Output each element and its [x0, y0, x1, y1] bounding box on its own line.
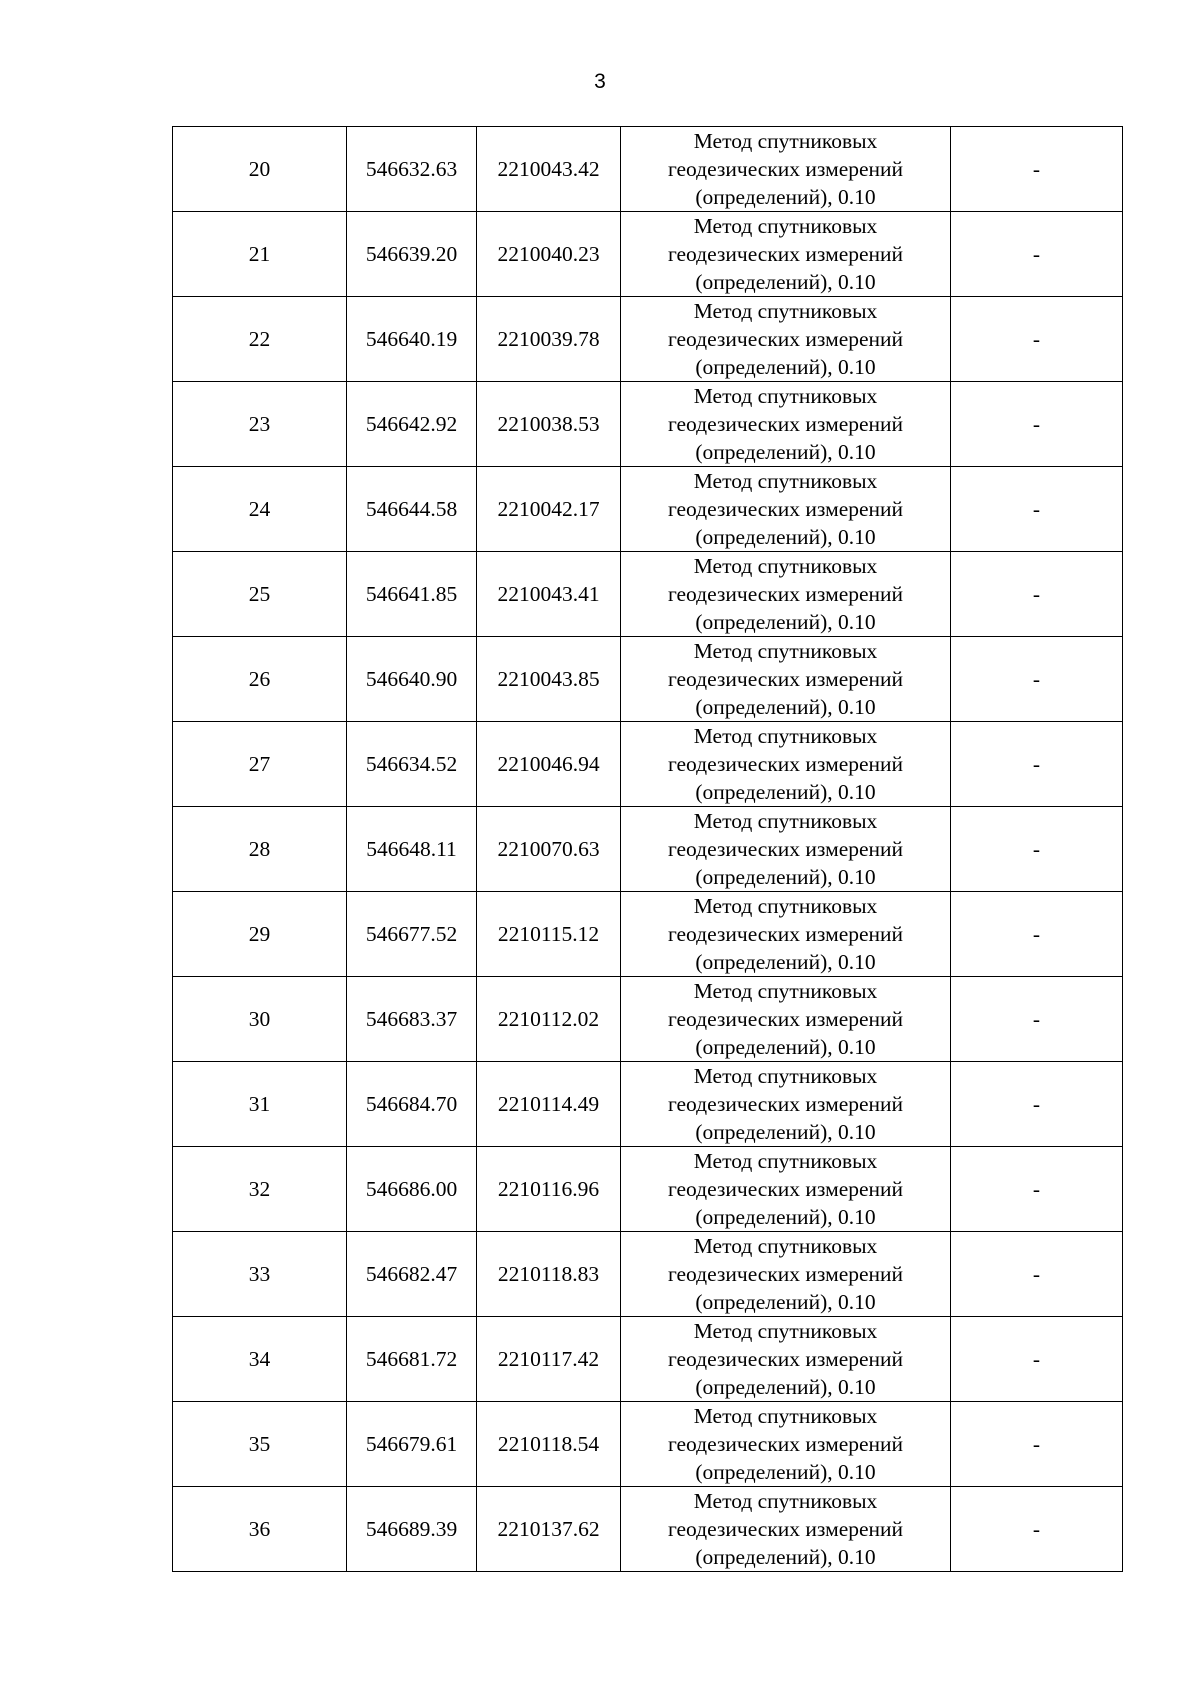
method-text-line: (определений), 0.10: [695, 1205, 876, 1229]
y-coordinate-cell: 2210043.85: [477, 637, 621, 722]
point-number-cell: 33: [173, 1232, 347, 1317]
method-cell: [621, 722, 951, 807]
method-text-line: Метод спутниковых: [693, 299, 878, 323]
method-cell: [621, 127, 951, 212]
page-number: 3: [594, 70, 606, 93]
method-text-line: Метод спутниковых: [693, 384, 878, 408]
y-coordinate-cell: 2210112.02: [477, 977, 621, 1062]
y-coordinate-cell: 2210043.42: [477, 127, 621, 212]
y-coordinate-cell: 2210118.83: [477, 1232, 621, 1317]
method-text-line: (определений), 0.10: [695, 1460, 876, 1484]
table-row: [173, 977, 1123, 1062]
method-cell: [621, 1402, 951, 1487]
y-coordinate-cell: 2210137.62: [477, 1487, 621, 1572]
x-coordinate-cell: 546681.72: [347, 1317, 477, 1402]
method-text-line: (определений), 0.10: [695, 950, 876, 974]
coordinates-table: [172, 126, 1123, 1572]
table-row: [173, 1402, 1123, 1487]
point-number-cell: 25: [173, 552, 347, 637]
method-text-line: геодезических измерений: [667, 837, 904, 861]
method-cell: [621, 892, 951, 977]
x-coordinate-cell: 546679.61: [347, 1402, 477, 1487]
y-coordinate-cell: 2210070.63: [477, 807, 621, 892]
method-cell: [621, 637, 951, 722]
y-coordinate-cell: 2210116.96: [477, 1147, 621, 1232]
method-text-line: (определений), 0.10: [695, 1375, 876, 1399]
method-cell: [621, 1147, 951, 1232]
point-number-cell: 23: [173, 382, 347, 467]
method-text-line: геодезических измерений: [667, 157, 904, 181]
note-cell: -: [951, 1402, 1123, 1487]
method-cell: [621, 552, 951, 637]
method-text-line: Метод спутниковых: [693, 214, 878, 238]
note-cell: -: [951, 892, 1123, 977]
x-coordinate-cell: 546689.39: [347, 1487, 477, 1572]
method-text-line: Метод спутниковых: [693, 809, 878, 833]
x-coordinate-cell: 546634.52: [347, 722, 477, 807]
method-text-line: геодезических измерений: [667, 412, 904, 436]
point-number-cell: 31: [173, 1062, 347, 1147]
method-text-line: геодезических измерений: [667, 497, 904, 521]
method-cell: [621, 297, 951, 382]
method-text-line: (определений), 0.10: [695, 1290, 876, 1314]
point-number-cell: 32: [173, 1147, 347, 1232]
note-cell: -: [951, 127, 1123, 212]
method-text-line: геодезических измерений: [667, 1262, 904, 1286]
table-row: [173, 212, 1123, 297]
method-text-line: геодезических измерений: [667, 1517, 904, 1541]
point-number-cell: 21: [173, 212, 347, 297]
y-coordinate-cell: 2210046.94: [477, 722, 621, 807]
table-row: [173, 1487, 1123, 1572]
point-number-cell: 30: [173, 977, 347, 1062]
x-coordinate-cell: 546639.20: [347, 212, 477, 297]
method-text-line: геодезических измерений: [667, 1432, 904, 1456]
x-coordinate-cell: 546683.37: [347, 977, 477, 1062]
y-coordinate-cell: 2210117.42: [477, 1317, 621, 1402]
x-coordinate-cell: 546632.63: [347, 127, 477, 212]
method-text-line: (определений), 0.10: [695, 440, 876, 464]
table-row: [173, 552, 1123, 637]
table-row: [173, 127, 1123, 212]
method-text-line: (определений), 0.10: [695, 865, 876, 889]
method-text-line: Метод спутниковых: [693, 129, 878, 153]
point-number-cell: 26: [173, 637, 347, 722]
method-cell: [621, 1487, 951, 1572]
method-text-line: (определений), 0.10: [695, 525, 876, 549]
method-cell: [621, 212, 951, 297]
method-text-line: (определений), 0.10: [695, 1545, 876, 1569]
x-coordinate-cell: 546640.90: [347, 637, 477, 722]
note-cell: -: [951, 382, 1123, 467]
method-text-line: Метод спутниковых: [693, 1319, 878, 1343]
note-cell: -: [951, 807, 1123, 892]
x-coordinate-cell: 546686.00: [347, 1147, 477, 1232]
note-cell: -: [951, 467, 1123, 552]
y-coordinate-cell: 2210040.23: [477, 212, 621, 297]
method-cell: [621, 977, 951, 1062]
method-cell: [621, 807, 951, 892]
y-coordinate-cell: 2210039.78: [477, 297, 621, 382]
note-cell: -: [951, 1062, 1123, 1147]
method-text-line: Метод спутниковых: [693, 724, 878, 748]
point-number-cell: 24: [173, 467, 347, 552]
method-text-line: Метод спутниковых: [693, 979, 878, 1003]
table-row: [173, 722, 1123, 807]
method-text-line: геодезических измерений: [667, 752, 904, 776]
note-cell: -: [951, 722, 1123, 807]
note-cell: -: [951, 1232, 1123, 1317]
point-number-cell: 20: [173, 127, 347, 212]
y-coordinate-cell: 2210038.53: [477, 382, 621, 467]
note-cell: -: [951, 1487, 1123, 1572]
table-row: [173, 1062, 1123, 1147]
x-coordinate-cell: 546642.92: [347, 382, 477, 467]
note-cell: -: [951, 297, 1123, 382]
x-coordinate-cell: 546682.47: [347, 1232, 477, 1317]
method-text-line: геодезических измерений: [667, 1347, 904, 1371]
method-text-line: Метод спутниковых: [693, 894, 878, 918]
method-text-line: (определений), 0.10: [695, 185, 876, 209]
x-coordinate-cell: 546644.58: [347, 467, 477, 552]
method-text-line: (определений), 0.10: [695, 355, 876, 379]
note-cell: -: [951, 977, 1123, 1062]
method-cell: [621, 1232, 951, 1317]
method-text-line: Метод спутниковых: [693, 1149, 878, 1173]
method-text-line: геодезических измерений: [667, 1092, 904, 1116]
point-number-cell: 35: [173, 1402, 347, 1487]
method-text-line: (определений), 0.10: [695, 780, 876, 804]
method-text-line: геодезических измерений: [667, 922, 904, 946]
note-cell: -: [951, 1317, 1123, 1402]
method-text-line: геодезических измерений: [667, 582, 904, 606]
method-cell: [621, 1317, 951, 1402]
table-row: [173, 1147, 1123, 1232]
method-text-line: (определений), 0.10: [695, 1035, 876, 1059]
coordinates-table-body: [173, 127, 1123, 1572]
table-row: [173, 807, 1123, 892]
method-text-line: (определений), 0.10: [695, 270, 876, 294]
point-number-cell: 29: [173, 892, 347, 977]
x-coordinate-cell: 546648.11: [347, 807, 477, 892]
point-number-cell: 34: [173, 1317, 347, 1402]
x-coordinate-cell: 546640.19: [347, 297, 477, 382]
method-text-line: Метод спутниковых: [693, 1234, 878, 1258]
table-row: [173, 382, 1123, 467]
method-text-line: Метод спутниковых: [693, 469, 878, 493]
note-cell: -: [951, 1147, 1123, 1232]
method-text-line: (определений), 0.10: [695, 1120, 876, 1144]
point-number-cell: 22: [173, 297, 347, 382]
x-coordinate-cell: 546641.85: [347, 552, 477, 637]
method-text-line: геодезических измерений: [667, 327, 904, 351]
point-number-cell: 36: [173, 1487, 347, 1572]
method-text-line: геодезических измерений: [667, 242, 904, 266]
x-coordinate-cell: 546684.70: [347, 1062, 477, 1147]
method-cell: [621, 1062, 951, 1147]
method-text-line: Метод спутниковых: [693, 554, 878, 578]
table-row: [173, 1317, 1123, 1402]
method-text-line: Метод спутниковых: [693, 1064, 878, 1088]
table-row: [173, 892, 1123, 977]
method-cell: [621, 467, 951, 552]
y-coordinate-cell: 2210115.12: [477, 892, 621, 977]
point-number-cell: 27: [173, 722, 347, 807]
table-row: [173, 467, 1123, 552]
y-coordinate-cell: 2210118.54: [477, 1402, 621, 1487]
method-text-line: Метод спутниковых: [693, 1404, 878, 1428]
note-cell: -: [951, 212, 1123, 297]
table-row: [173, 1232, 1123, 1317]
y-coordinate-cell: 2210042.17: [477, 467, 621, 552]
table-row: [173, 637, 1123, 722]
method-text-line: геодезических измерений: [667, 667, 904, 691]
method-text-line: Метод спутниковых: [693, 1489, 878, 1513]
y-coordinate-cell: 2210114.49: [477, 1062, 621, 1147]
method-text-line: геодезических измерений: [667, 1007, 904, 1031]
y-coordinate-cell: 2210043.41: [477, 552, 621, 637]
point-number-cell: 28: [173, 807, 347, 892]
x-coordinate-cell: 546677.52: [347, 892, 477, 977]
note-cell: -: [951, 552, 1123, 637]
method-text-line: (определений), 0.10: [695, 695, 876, 719]
method-text-line: Метод спутниковых: [693, 639, 878, 663]
note-cell: -: [951, 637, 1123, 722]
table-row: [173, 297, 1123, 382]
method-cell: [621, 382, 951, 467]
method-text-line: геодезических измерений: [667, 1177, 904, 1201]
method-text-line: (определений), 0.10: [695, 610, 876, 634]
